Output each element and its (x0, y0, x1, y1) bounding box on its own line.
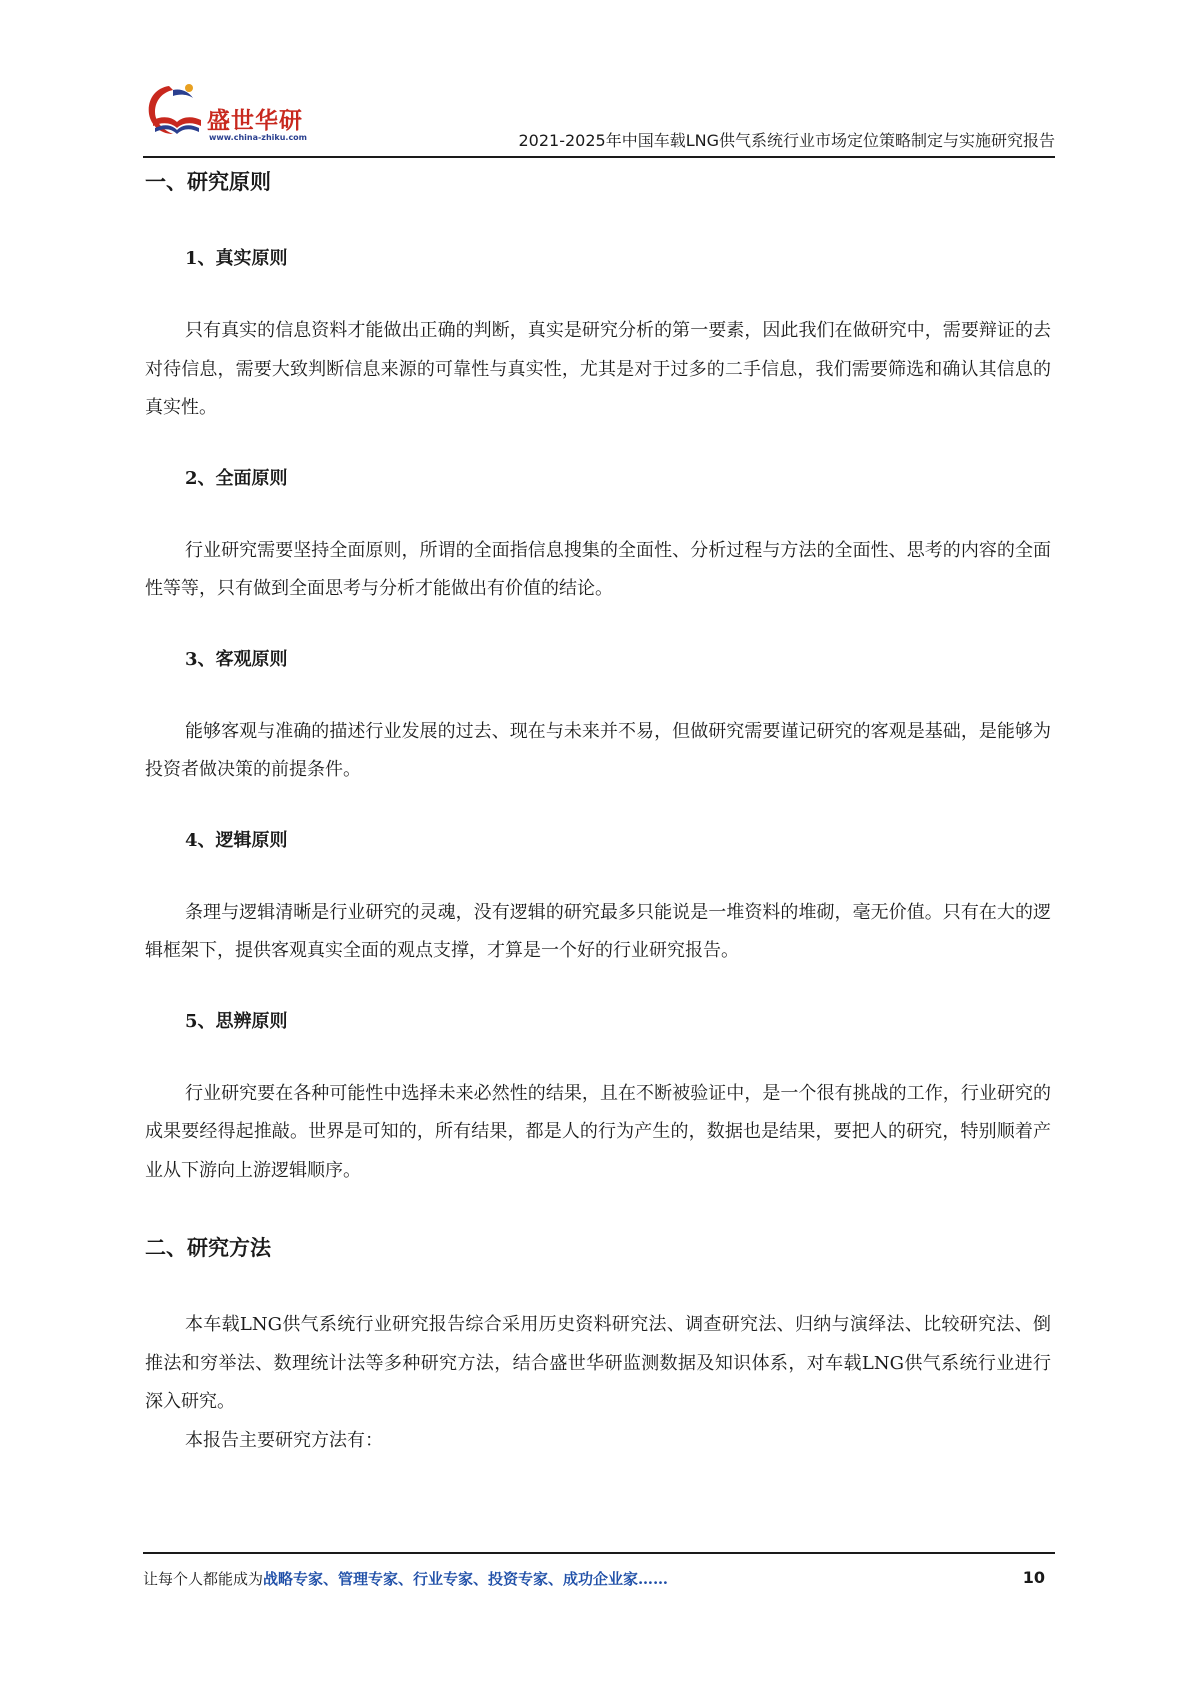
principle-paragraph: 行业研究需要坚持全面原则，所谓的全面指信息搜集的全面性、分析过程与方法的全面性、思考的内容的全面性等等，只有做到全面思考与分析才能做出有价值的结论。 (145, 539, 1051, 599)
footer-slogan-prefix: 让每个人都能成为 (143, 1570, 264, 1588)
section-heading: 二、研究方法 (145, 1236, 271, 1260)
footer-divider (143, 1552, 1055, 1554)
footer-slogan-highlight: 战略专家、管理专家、行业专家、投资专家、成功企业家…… (263, 1570, 669, 1588)
method-paragraph: 本车载LNG供气系统行业研究报告综合采用历史资料研究法、调查研究法、归纳与演绎法、比较研究法、倒推法和穷举法、数理统计法等多种研究方法，结合盛世华研监测数据及知识体系，对车载LNG供气系统行业进行深入研究。 (145, 1314, 1051, 1412)
method-paragraph: 本报告主要研究方法有： (185, 1429, 383, 1451)
page-header (143, 80, 1055, 160)
page-footer (143, 1568, 1055, 1592)
principle-heading: 3、客观原则 (185, 648, 288, 670)
logo-name: 盛世华研 (207, 108, 303, 134)
principle-heading: 2、全面原则 (185, 467, 288, 489)
section-heading: 一、研究原则 (145, 170, 271, 194)
principle-paragraph: 行业研究要在各种可能性中选择未来必然性的结果，且在不断被验证中，是一个很有挑战的工作，行业研究的成果要经得起推敲。世界是可知的，所有结果，都是人的行为产生的，数据也是结果，要把人的研究，特别顺着产业从下游向上游逻辑顺序。 (145, 1082, 1051, 1181)
logo-emblem-icon (143, 80, 209, 144)
header-divider (143, 156, 1055, 158)
principle-heading: 1、真实原则 (185, 248, 288, 269)
page-number: 10 (1022, 1568, 1045, 1587)
principle-paragraph: 能够客观与准确的描述行业发展的过去、现在与未来并不易，但做研究需要谨记研究的客观是基础，是能够为投资者做决策的前提条件。 (145, 720, 1051, 780)
report-title: 2021-2025年中国车载LNG供气系统行业市场定位策略制定与实施研究报告 (518, 131, 1055, 150)
main-content (145, 168, 1051, 1460)
principle-heading: 4、逻辑原则 (185, 829, 288, 851)
principle-paragraph: 只有真实的信息资料才能做出正确的判断，真实是研究分析的第一要素，因此我们在做研究中，需要辩证的去对待信息，需要大致判断信息来源的可靠性与真实性，尤其是对于过多的二手信息，我们需要筛选和确认其信息的真实性。 (145, 320, 1051, 418)
logo-url: www.china-zhiku.com (209, 133, 308, 142)
company-logo (143, 80, 333, 150)
principle-heading: 5、思辨原则 (185, 1010, 288, 1032)
principle-paragraph: 条理与逻辑清晰是行业研究的灵魂，没有逻辑的研究最多只能说是一堆资料的堆砌，毫无价值。只有在大的逻辑框架下，提供客观真实全面的观点支撑，才算是一个好的行业研究报告。 (145, 901, 1051, 961)
